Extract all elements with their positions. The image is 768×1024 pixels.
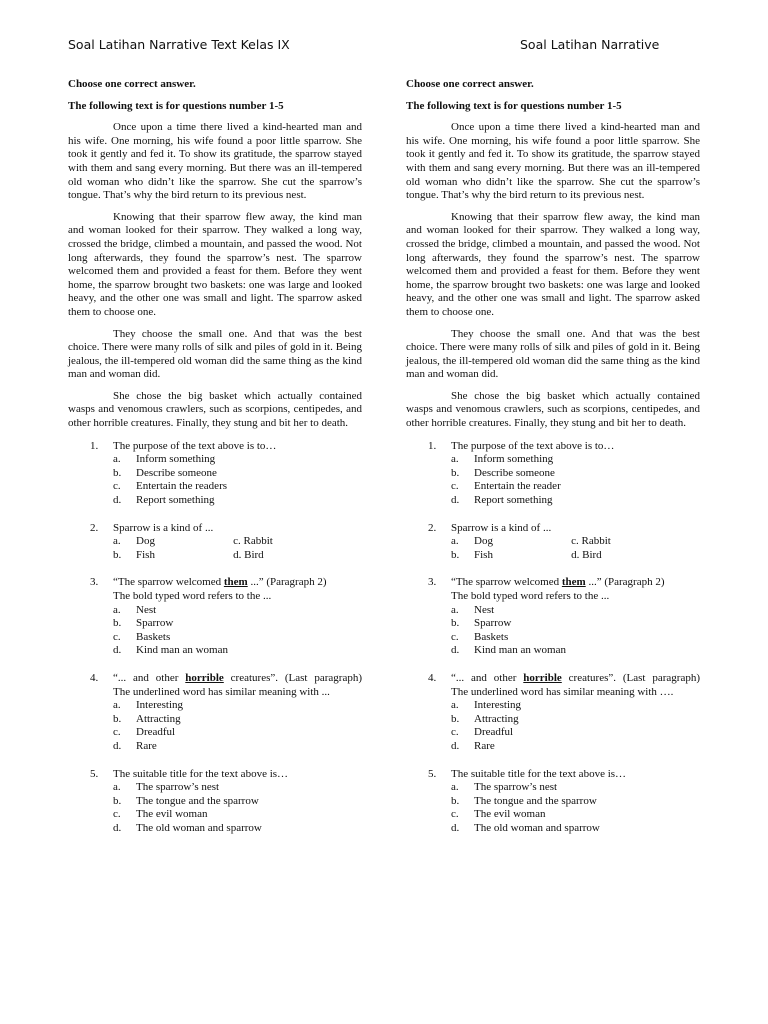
text-intro: The following text is for questions number 1-5 [68,99,284,112]
option-text: Nest [474,603,495,616]
option-letter: b. [113,617,122,630]
option-letter: b. [113,548,122,561]
stem-text: “... and other [113,671,186,684]
option-a [113,781,362,795]
option-letter: b. [451,466,460,479]
option-letter: d. [113,821,122,834]
option-letter: d. [113,494,122,507]
question-number: 5. [90,767,99,780]
question-number: 3. [90,576,99,589]
question-1 [68,440,362,508]
paragraph-2: Knowing that their sparrow flew away, the kind man and woman looked for their sparrow. They walked a long way, crossed the bridge, climbed a mountain, and passed the wood. Not long afterwards, they found the sparrow’s nest. The sparrow welcomed them and provided a feast for them. Before they went home, the sparrow brought two baskets: one was large and looked heavy, and the other one was small and light. The sparrow asked them to choose one. [406,210,700,318]
option-letter: d. [113,644,122,657]
option-c [451,480,700,494]
question-stem [451,576,700,590]
page-header [68,38,688,70]
text-intro: The following text is for questions number 1-5 [406,99,622,112]
option-letter: a. [113,603,121,616]
option-text: Baskets [136,630,171,643]
question-5 [406,768,700,836]
option-text: Sparrow [136,617,174,630]
option-letter: a. [113,781,121,794]
option-b [113,549,233,563]
option-a [113,699,362,713]
option-list [113,453,362,507]
option-text: Attracting [136,712,181,725]
option-row [113,549,362,563]
header-left-title: Soal Latihan Narrative Text Kelas IX [68,37,290,52]
option-c: c. Rabbit [233,535,273,548]
question-stem: Sparrow is a kind of ... [113,521,214,534]
question-number: 3. [428,576,437,589]
question-number: 2. [428,521,437,534]
option-b [451,467,700,481]
option-row [113,535,362,549]
question-number: 4. [90,671,99,684]
option-text: The old woman and sparrow [474,821,600,834]
option-b [113,617,362,631]
option-letter: c. [451,480,459,493]
option-letter: b. [113,794,122,807]
option-d: d. Bird [233,548,264,561]
option-text: Interesting [474,699,522,712]
option-letter: b. [451,794,460,807]
question-3 [406,576,700,658]
option-text: Dog [474,535,493,548]
option-d [451,822,700,836]
option-text: The sparrow’s nest [474,781,558,794]
option-letter: b. [113,712,122,725]
option-d [113,494,362,508]
question-stem-2: The bold typed word refers to the ... [113,590,272,602]
stem-text: creatures”. (Last paragraph) [561,671,701,684]
option-letter: b. [451,548,460,561]
option-list [113,781,362,835]
option-c: c. Rabbit [571,535,611,548]
question-2 [406,522,700,563]
question-4 [68,672,362,754]
option-letter: c. [113,808,121,821]
question-stem [113,672,362,686]
option-text: Dreadful [136,726,176,739]
paragraph-1: Once upon a time there lived a kind-hearted man and his wife. One morning, his wife found a poor little sparrow. She took it gently and fed it. To show its gratitude, the sparrow stayed with them and sang every morning. But there was an ill-tempered old woman who didn’t like the sparrow. She cut the sparrow’s tongue. That’s why the bird return to its previous nest. [68,121,362,202]
question-2 [68,522,362,563]
option-letter: c. [113,480,121,493]
option-b [451,549,571,563]
option-b [113,795,362,809]
option-d [451,494,700,508]
option-letter: d. [451,821,460,834]
option-text: Inform something [474,453,554,466]
option-text: Attracting [474,712,519,725]
question-stem [113,576,362,590]
right-column [406,78,700,850]
option-letter: a. [451,453,459,466]
option-b [113,467,362,481]
question-stem-2: The underlined word has similar meaning with ... [113,685,330,698]
option-a [113,535,233,549]
question-5 [68,768,362,836]
question-number: 1. [428,439,437,452]
question-stem: The suitable title for the text above is… [451,767,627,780]
question-stem [451,672,700,686]
option-letter: d. [451,644,460,657]
option-b [451,617,700,631]
option-text: Report something [474,494,553,507]
option-letter: b. [451,617,460,630]
option-letter: d. [451,494,460,507]
option-text: The tongue and the sparrow [474,794,597,807]
option-a [451,453,700,467]
option-text: Rare [136,739,157,752]
option-letter: b. [113,466,122,479]
option-d [113,740,362,754]
paragraph-3: They choose the small one. And that was the best choice. There were many rolls of silk and piles of gold in it. Being jealous, the ill-tempered old woman did the same thing as the kind man and woman did. [406,327,700,381]
left-column [68,78,362,850]
instruction: Choose one correct answer. [68,78,196,90]
stem-text: ...” (Paragraph 2) [585,576,665,589]
question-number: 1. [90,439,99,452]
option-text: Kind man an woman [136,644,228,657]
option-text: Sparrow [474,617,512,630]
option-c [113,808,362,822]
option-list [451,781,700,835]
option-text: Describe someone [474,466,555,479]
option-letter: a. [451,603,459,616]
option-letter: a. [113,699,121,712]
question-stem: Sparrow is a kind of ... [451,521,552,534]
option-c [451,631,700,645]
option-letter: c. [113,630,121,643]
option-letter: d. [451,739,460,752]
stem-bold-word: them [223,576,248,589]
option-text: Kind man an woman [474,644,566,657]
question-number: 4. [428,671,437,684]
stem-underlined-word: horrible [185,671,224,684]
option-list [451,453,700,507]
option-a [451,535,571,549]
option-text: Dreadful [474,726,514,739]
option-letter: c. [451,726,459,739]
option-list [451,604,700,658]
question-list [68,440,362,836]
option-letter: c. [451,808,459,821]
question-4 [406,672,700,754]
paragraph-1: Once upon a time there lived a kind-hearted man and his wife. One morning, his wife found a poor little sparrow. She took it gently and fed it. To show its gratitude, the sparrow stayed with them and sang every morning. But there was an ill-tempered old woman who didn’t like the sparrow. She cut the sparrow’s tongue. That’s why the bird return to its previous nest. [406,121,700,202]
option-d [451,644,700,658]
option-text: The evil woman [474,808,546,821]
option-a [451,604,700,618]
option-a [451,699,700,713]
question-stem: The purpose of the text above is to… [113,439,277,452]
option-list [451,699,700,753]
option-a [113,453,362,467]
option-d [113,822,362,836]
option-text: Entertain the readers [136,480,228,493]
stem-text: “... and other [451,671,524,684]
question-stem: The purpose of the text above is to… [451,439,615,452]
stem-underlined-word: horrible [523,671,562,684]
option-row [451,549,700,563]
paragraph-4: She chose the big basket which actually contained wasps and venomous crawlers, such as scorpions, centipedes, and other horrible creatures. Finally, they stung and bit her to death. [406,389,700,430]
stem-text: creatures”. (Last paragraph) [223,671,363,684]
option-a [113,604,362,618]
paragraph-4: She chose the big basket which actually contained wasps and venomous crawlers, such as scorpions, centipedes, and other horrible creatures. Finally, they stung and bit her to death. [68,389,362,430]
option-text: Fish [136,548,155,561]
option-text: The sparrow’s nest [136,781,220,794]
instruction: Choose one correct answer. [406,78,534,90]
option-c [451,808,700,822]
option-letter: a. [451,781,459,794]
option-list [113,699,362,753]
option-letter: b. [451,712,460,725]
option-text: Rare [474,739,495,752]
question-1 [406,440,700,508]
option-d [113,644,362,658]
option-text: Describe someone [136,466,217,479]
option-c [113,480,362,494]
option-letter: d. [113,739,122,752]
option-letter: c. [451,630,459,643]
option-list [113,604,362,658]
paragraph-2: Knowing that their sparrow flew away, the kind man and woman looked for their sparrow. They walked a long way, crossed the bridge, climbed a mountain, and passed the wood. Not long afterwards, they found the sparrow’s nest. The sparrow welcomed them and provided a feast for them. Before they went home, the sparrow brought two baskets: one was large and looked heavy, and the other one was small and light. The sparrow asked them to choose one. [68,210,362,318]
stem-text: “The sparrow welcomed [113,576,224,589]
option-a [451,781,700,795]
header-right-title: Soal Latihan Narrative [520,37,660,52]
option-letter: a. [451,535,459,548]
question-list [406,440,700,836]
question-number: 5. [428,767,437,780]
option-text: Nest [136,603,157,616]
question-number: 2. [90,521,99,534]
option-letter: a. [113,535,121,548]
option-b [451,795,700,809]
stem-text: “The sparrow welcomed [451,576,562,589]
option-text: Interesting [136,699,184,712]
question-stem-2: The bold typed word refers to the ... [451,590,610,602]
option-letter: a. [113,453,121,466]
option-letter: c. [113,726,121,739]
stem-bold-word: them [561,576,586,589]
option-c [113,631,362,645]
paragraph-3: They choose the small one. And that was the best choice. There were many rolls of silk and piles of gold in it. Being jealous, the ill-tempered old woman did the same thing as the kind man and woman did. [68,327,362,381]
option-c [113,726,362,740]
option-text: Baskets [474,630,509,643]
option-text: Entertain the reader [474,480,561,493]
option-d: d. Bird [571,548,602,561]
option-text: Fish [474,548,493,561]
option-text: Inform something [136,453,216,466]
option-text: The evil woman [136,808,208,821]
question-3 [68,576,362,658]
option-c [451,726,700,740]
option-text: Dog [136,535,155,548]
option-d [451,740,700,754]
option-text: Report something [136,494,215,507]
question-stem-2: The underlined word has similar meaning with …. [451,685,674,698]
option-text: The old woman and sparrow [136,821,262,834]
option-b [113,713,362,727]
option-b [451,713,700,727]
option-letter: a. [451,699,459,712]
stem-text: ...” (Paragraph 2) [247,576,327,589]
option-row [451,535,700,549]
question-stem: The suitable title for the text above is… [113,767,289,780]
option-text: The tongue and the sparrow [136,794,259,807]
